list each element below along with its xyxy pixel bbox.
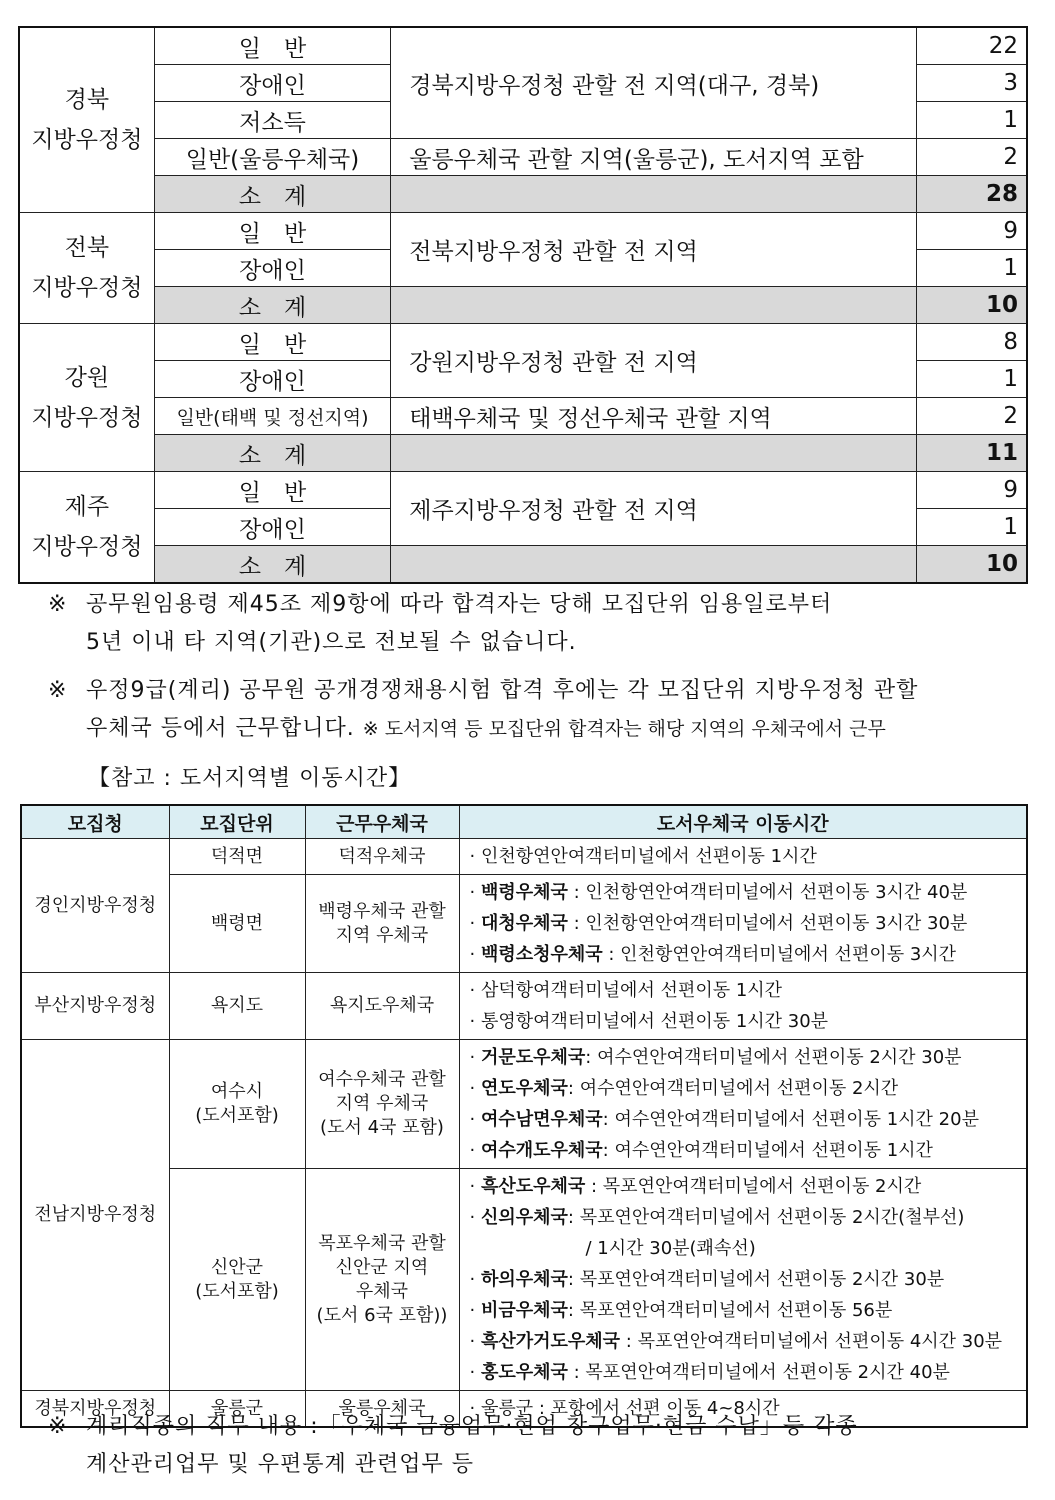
count-cell: 2 bbox=[917, 139, 1027, 176]
travel-time-item: · 거문도우체국: 여수연안여객터미널에서 선편이동 2시간 30분 bbox=[469, 1047, 962, 1068]
subtotal-row bbox=[19, 287, 1027, 324]
office-cell: 울릉우체국 bbox=[305, 1391, 459, 1428]
agency-cell: 부산지방우정청 bbox=[21, 973, 169, 1040]
header-agency: 모집청 bbox=[21, 805, 169, 839]
unit-cell: 일 반 bbox=[154, 324, 390, 361]
travel-time-item: · 인천항연안여객터미널에서 선편이동 1시간 bbox=[469, 846, 817, 867]
subtotal-value: 10 bbox=[917, 546, 1027, 584]
unit-cell: 일 반 bbox=[154, 213, 390, 250]
travel-time-item: · 백령우체국 : 인천항연안여객터미널에서 선편이동 3시간 40분 bbox=[469, 882, 968, 903]
subtotal-label: 소 계 bbox=[154, 176, 390, 213]
region-cell: 강원 지방우정청 bbox=[19, 324, 154, 472]
note-work-location: ※ 우정9급(계리) 공무원 공개경쟁채용시험 합격 후에는 각 모집단위 지방우정청 관할 우체국 등에서 근무합니다. ※ 도서지역 등 모집단위 합격자는 해당 지역의 우체국에서 근무 bbox=[48, 672, 1028, 748]
count-cell: 1 bbox=[917, 361, 1027, 398]
note-transfer-restriction: ※ 공무원임용령 제45조 제9항에 따라 합격자는 당해 모집단위 임용일로부터 5년 이내 타 지역(기관)으로 전보될 수 없습니다. bbox=[48, 586, 1028, 662]
travel-time-cell bbox=[459, 1169, 1027, 1391]
subtotal-label: 소 계 bbox=[154, 435, 390, 472]
recruitment-table bbox=[18, 26, 1028, 584]
travel-time-item: · 삼덕항여객터미널에서 선편이동 1시간 bbox=[469, 980, 783, 1001]
count-cell: 2 bbox=[917, 398, 1027, 435]
travel-time-cell bbox=[459, 839, 1027, 875]
unit-cell: 일 반 bbox=[154, 27, 390, 65]
travel-time-item: · 흑산도우체국 : 목포연안여객터미널에서 선편이동 2시간 bbox=[469, 1176, 922, 1197]
reference-heading: 【참고 : 도서지역별 이동시간】 bbox=[88, 766, 412, 791]
bullet-icon: · bbox=[469, 1140, 481, 1161]
unit-cell: 장애인 bbox=[154, 361, 390, 398]
travel-time-item: · 신의우체국: 목포연안여객터미널에서 선편이동 2시간(철부선) bbox=[469, 1207, 965, 1228]
header-travel-time: 도서우체국 이동시간 bbox=[459, 805, 1027, 839]
subtotal-label: 소 계 bbox=[154, 287, 390, 324]
subtotal-value: 11 bbox=[917, 435, 1027, 472]
travel-time-item: / 1시간 30분(쾌속선) bbox=[585, 1238, 756, 1259]
header-office: 근무우체국 bbox=[305, 805, 459, 839]
agency-cell: 경인지방우정청 bbox=[21, 839, 169, 973]
reference-mark-icon: ※ bbox=[48, 1414, 67, 1439]
travel-time-item: · 흑산가거도우체국 : 목포연안여객터미널에서 선편이동 4시간 30분 bbox=[469, 1331, 1003, 1352]
unit-cell: 일반(태백 및 정선지역) bbox=[154, 398, 390, 435]
travel-time-item: · 백령소청우체국 : 인천항연안여객터미널에서 선편이동 3시간 bbox=[469, 944, 957, 965]
table-row bbox=[21, 875, 1027, 973]
note-job-duties: ※ 계리직종의 직무 내용 :「우체국 금융업무·현업 창구업무·현금 수납」등 각종 계산관리업무 및 우편통계 관련업무 등 bbox=[48, 1408, 1028, 1484]
area-cell: 경북지방우정청 관할 전 지역(대구, 경북) bbox=[391, 27, 917, 139]
bullet-icon: · bbox=[469, 1176, 481, 1197]
area-cell: 울릉우체국 관할 지역(울릉군), 도서지역 포함 bbox=[391, 139, 917, 176]
travel-time-item: · 울릉군 : 포항에서 선편 이동 4~8시간 bbox=[469, 1398, 780, 1419]
reference-mark-icon: ※ bbox=[48, 592, 67, 617]
travel-time-item: · 연도우체국: 여수연안여객터미널에서 선편이동 2시간 bbox=[469, 1078, 899, 1099]
unit-cell: 장애인 bbox=[154, 509, 390, 546]
bullet-icon: · bbox=[469, 1300, 481, 1321]
travel-time-item: · 여수개도우체국: 여수연안여객터미널에서 선편이동 1시간 bbox=[469, 1140, 933, 1161]
travel-time-item: · 홍도우체국 : 목포연안여객터미널에서 선편이동 2시간 40분 bbox=[469, 1362, 950, 1383]
area-cell: 제주지방우정청 관할 전 지역 bbox=[391, 472, 917, 546]
bullet-icon: · bbox=[469, 846, 481, 867]
bullet-icon: · bbox=[469, 882, 481, 903]
subtotal-row bbox=[19, 435, 1027, 472]
unit-cell: 백령면 bbox=[169, 875, 305, 973]
count-cell: 1 bbox=[917, 250, 1027, 287]
agency-cell: 경북지방우정청 bbox=[21, 1391, 169, 1428]
travel-time-cell bbox=[459, 875, 1027, 973]
agency-cell: 전남지방우정청 bbox=[21, 1040, 169, 1391]
travel-time-item: · 여수남면우체국: 여수연안여객터미널에서 선편이동 1시간 20분 bbox=[469, 1109, 979, 1130]
bullet-icon: · bbox=[469, 1362, 481, 1383]
region-cell: 전북 지방우정청 bbox=[19, 213, 154, 324]
count-cell: 22 bbox=[917, 27, 1027, 65]
count-cell: 1 bbox=[917, 509, 1027, 546]
travel-time-cell bbox=[459, 1040, 1027, 1169]
unit-cell: 여수시 (도서포함) bbox=[169, 1040, 305, 1169]
region-cell: 경북 지방우정청 bbox=[19, 27, 154, 213]
table-row bbox=[21, 1169, 1027, 1391]
table-row bbox=[21, 973, 1027, 1040]
bullet-icon: · bbox=[469, 1047, 481, 1068]
subtotal-row bbox=[19, 546, 1027, 584]
count-cell: 9 bbox=[917, 472, 1027, 509]
travel-time-item: · 비금우체국: 목포연안여객터미널에서 선편이동 56분 bbox=[469, 1300, 893, 1321]
office-cell: 욕지도우체국 bbox=[305, 973, 459, 1040]
travel-time-cell bbox=[459, 973, 1027, 1040]
unit-cell: 저소득 bbox=[154, 102, 390, 139]
count-cell: 1 bbox=[917, 102, 1027, 139]
area-cell: 강원지방우정청 관할 전 지역 bbox=[391, 324, 917, 398]
office-cell: 백령우체국 관할 지역 우체국 bbox=[305, 875, 459, 973]
unit-cell: 덕적면 bbox=[169, 839, 305, 875]
unit-cell: 장애인 bbox=[154, 65, 390, 102]
bullet-icon: · bbox=[469, 1331, 481, 1352]
unit-cell: 일 반 bbox=[154, 472, 390, 509]
bullet-icon: · bbox=[469, 1269, 481, 1290]
count-cell: 8 bbox=[917, 324, 1027, 361]
unit-cell: 욕지도 bbox=[169, 973, 305, 1040]
office-cell: 여수우체국 관할 지역 우체국 (도서 4국 포함) bbox=[305, 1040, 459, 1169]
bullet-icon: · bbox=[469, 1011, 481, 1032]
travel-time-item: · 대청우체국 : 인천항연안여객터미널에서 선편이동 3시간 30분 bbox=[469, 913, 968, 934]
subtotal-row bbox=[19, 176, 1027, 213]
reference-mark-icon: ※ bbox=[48, 678, 67, 703]
bullet-icon: · bbox=[469, 1078, 481, 1099]
island-travel-time-table bbox=[20, 804, 1028, 1428]
unit-cell: 장애인 bbox=[154, 250, 390, 287]
area-cell: 태백우체국 및 정선우체국 관할 지역 bbox=[391, 398, 917, 435]
unit-cell: 일반(울릉우체국) bbox=[154, 139, 390, 176]
bullet-icon: · bbox=[469, 1207, 481, 1228]
table-row bbox=[21, 1040, 1027, 1169]
bullet-icon: · bbox=[469, 913, 481, 934]
bullet-icon: · bbox=[469, 1109, 481, 1130]
area-cell: 전북지방우정청 관할 전 지역 bbox=[391, 213, 917, 287]
unit-cell: 울릉군 bbox=[169, 1391, 305, 1428]
count-cell: 9 bbox=[917, 213, 1027, 250]
travel-time-item: · 통영항여객터미널에서 선편이동 1시간 30분 bbox=[469, 1011, 829, 1032]
office-cell: 목포우체국 관할 신안군 지역 우체국 (도서 6국 포함)) bbox=[305, 1169, 459, 1391]
region-cell: 제주 지방우정청 bbox=[19, 472, 154, 584]
header-unit: 모집단위 bbox=[169, 805, 305, 839]
bullet-icon: · bbox=[469, 980, 481, 1001]
table-row bbox=[21, 839, 1027, 875]
subtotal-label: 소 계 bbox=[154, 546, 390, 584]
office-cell: 덕적우체국 bbox=[305, 839, 459, 875]
bullet-icon: · bbox=[469, 1398, 481, 1419]
unit-cell: 신안군 (도서포함) bbox=[169, 1169, 305, 1391]
subtotal-value: 10 bbox=[917, 287, 1027, 324]
bullet-icon: · bbox=[469, 944, 481, 965]
subtotal-value: 28 bbox=[917, 176, 1027, 213]
count-cell: 3 bbox=[917, 65, 1027, 102]
travel-time-item: · 하의우체국: 목포연안여객터미널에서 선편이동 2시간 30분 bbox=[469, 1269, 945, 1290]
